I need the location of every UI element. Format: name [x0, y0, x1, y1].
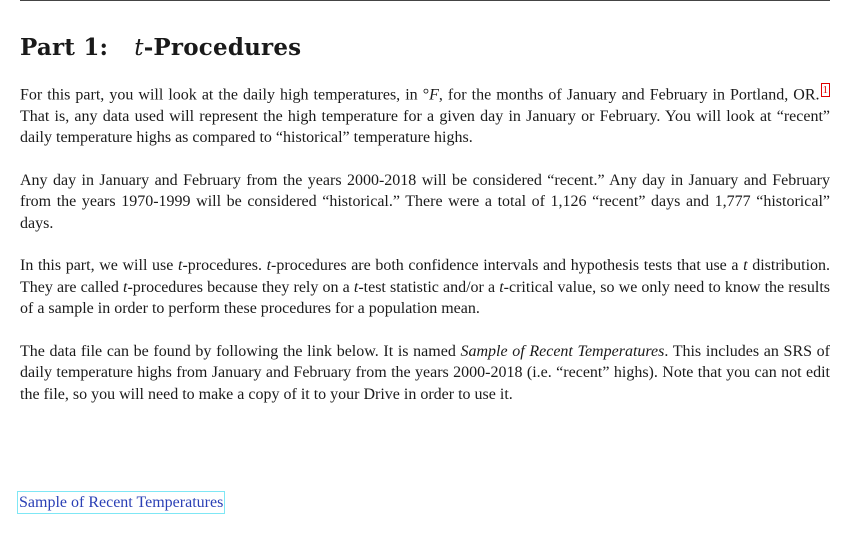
paragraph-intro [20, 83, 830, 149]
footnote-link[interactable]: 1 [822, 84, 829, 96]
datafile-text-a: The data file can be found by following the link below. It is named [20, 342, 461, 360]
tproc-text-c: -procedures are both confidence intervals and hypothesis tests that use a [271, 257, 744, 275]
top-rule [20, 0, 830, 1]
datafile-text-b: . This includes an SRS of daily temperature highs from January and February from the years 2000-2018 (i.e. “recent” highs). Note that you can not edit the file, so you will need to make a copy of it to your Drive in order to use it. [20, 342, 830, 403]
t-symbol: t [743, 257, 748, 275]
t-symbol: t [353, 278, 359, 296]
tproc-text-d: distribution. They are called [20, 257, 831, 296]
sample-data-link[interactable]: Sample of Recent Temperatures [17, 491, 225, 514]
section-heading [20, 34, 830, 61]
tproc-text-f: -test statistic and/or a [358, 278, 500, 296]
tproc-text-a: In this part, we will use [20, 257, 178, 275]
intro-text-a: For this part, you will look at the daily high temperatures, in ° [20, 86, 430, 104]
t-symbol: t [177, 257, 183, 275]
tproc-text-g: -critical value, so we only need to know the results of a sample in order to perform these procedures for a population mean. [20, 278, 831, 318]
paragraph-definitions: Any day in January and February from the years 2000-2018 will be considered “recent.” Any day in January and February from the years 1970-1999 will be considered “historical.” There were a total of 1,126 “recent” days and 1,777 “historical” days. [20, 171, 830, 232]
section-title-t: t [134, 35, 144, 61]
tproc-text-b: -procedures. [182, 257, 267, 275]
fahrenheit-symbol: F [429, 86, 439, 104]
intro-text-c: That is, any data used will represent the high temperature for a given day in January or February. You will look at “recent” daily temperature highs as compared to “historical” temperature highs. [20, 107, 830, 147]
paragraph-data-file [20, 341, 830, 406]
t-symbol: t [499, 278, 504, 296]
tproc-text-e: -procedures because they rely on a [127, 278, 354, 296]
section-number: Part 1: [20, 34, 109, 61]
t-symbol: t [266, 257, 272, 275]
datafile-name: Sample of Recent Temperatures [460, 342, 665, 360]
t-symbol: t [122, 278, 128, 296]
section-title: -Procedures [143, 34, 302, 61]
intro-text-b: , for the months of January and February in Portland, OR. [438, 86, 820, 104]
document-body [20, 34, 830, 426]
paragraph-t-procedures [20, 255, 830, 320]
